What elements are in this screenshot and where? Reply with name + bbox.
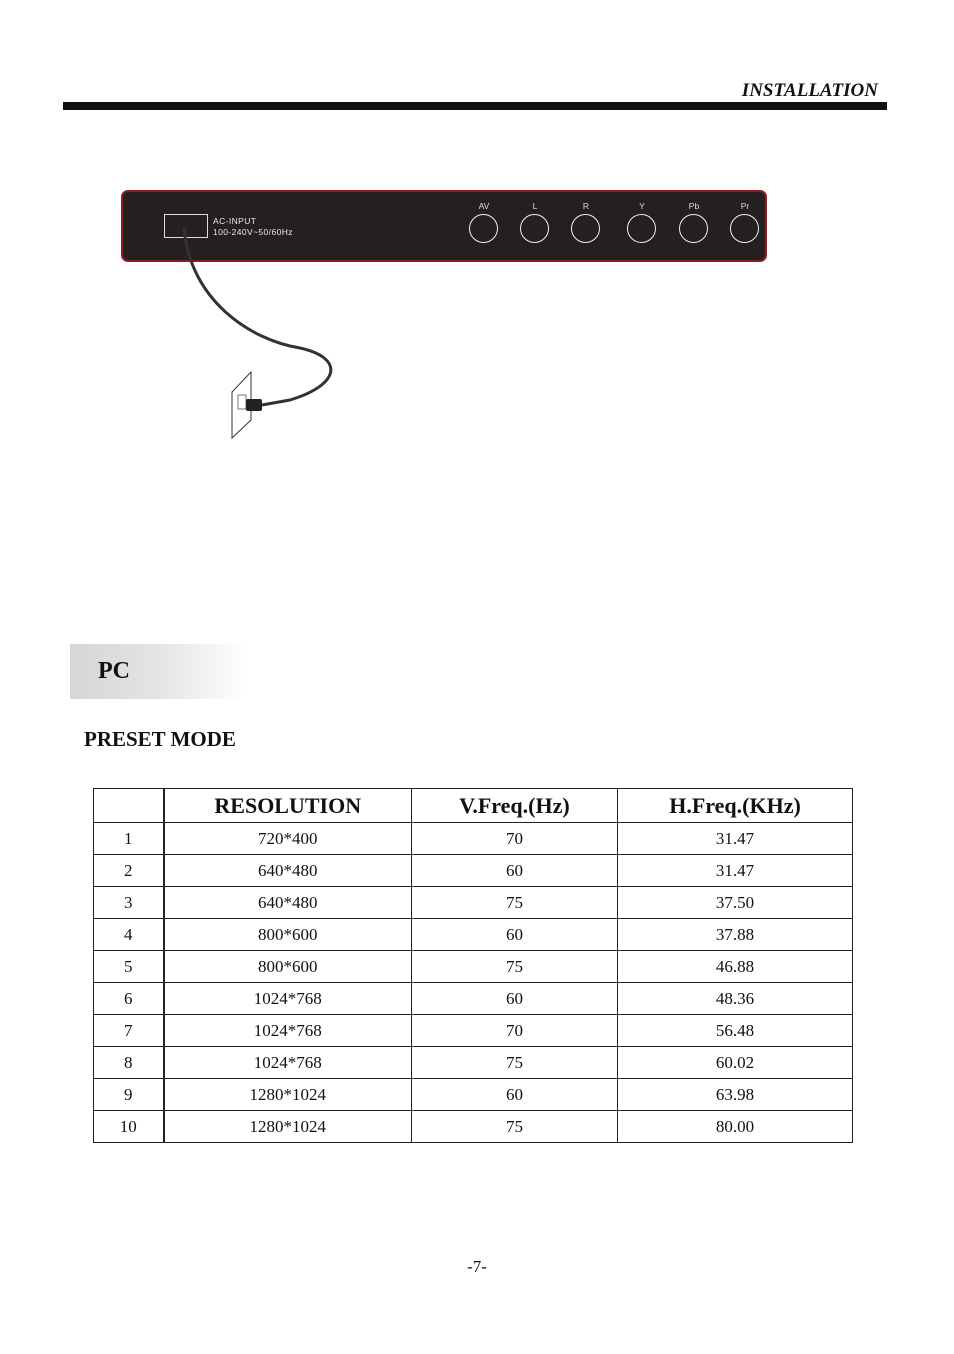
- hfreq-cell: 63.98: [618, 1079, 853, 1111]
- hfreq-cell: 56.48: [618, 1015, 853, 1047]
- vfreq-cell: 60: [412, 983, 618, 1015]
- ac-input-name: AC-INPUT: [213, 216, 257, 226]
- resolution-cell: 1024*768: [164, 1047, 412, 1079]
- pc-section-heading: [70, 644, 245, 699]
- table-row: [94, 1111, 853, 1143]
- page-number: -7-: [467, 1257, 487, 1276]
- vfreq-cell: 60: [412, 919, 618, 951]
- vfreq-cell: 75: [412, 1111, 618, 1143]
- resolution-cell: 800*600: [164, 951, 412, 983]
- port-label-l: L: [532, 201, 538, 211]
- hfreq-cell: 46.88: [618, 951, 853, 983]
- resolution-cell: 640*480: [164, 855, 412, 887]
- port-label-pr: Pr: [740, 201, 750, 211]
- mode-index-cell: 9: [94, 1079, 164, 1111]
- power-cord: [184, 228, 331, 405]
- mode-index-cell: 8: [94, 1047, 164, 1079]
- mode-index-cell: 5: [94, 951, 164, 983]
- vfreq-cell: 75: [412, 1047, 618, 1079]
- section-header-title: INSTALLATION: [741, 80, 878, 101]
- table-row: [94, 983, 853, 1015]
- mode-index-cell: 3: [94, 887, 164, 919]
- hfreq-cell: 48.36: [618, 983, 853, 1015]
- mode-index-cell: 6: [94, 983, 164, 1015]
- preset-mode-title: PRESET MODE: [84, 727, 236, 751]
- vfreq-cell: 70: [412, 823, 618, 855]
- column-header-index: [94, 789, 164, 823]
- table-row: [94, 1079, 853, 1111]
- hfreq-cell: 37.88: [618, 919, 853, 951]
- port-label-y: Y: [639, 201, 645, 211]
- mode-index-cell: 7: [94, 1015, 164, 1047]
- mode-index-cell: 4: [94, 919, 164, 951]
- mode-index-cell: 10: [94, 1111, 164, 1143]
- table-row: [94, 1015, 853, 1047]
- preset-mode-rows: [94, 823, 853, 1143]
- table-header-row: [94, 789, 853, 823]
- hfreq-cell: 60.02: [618, 1047, 853, 1079]
- vfreq-cell: 70: [412, 1015, 618, 1047]
- port-label-r: R: [582, 201, 590, 211]
- table-row: [94, 951, 853, 983]
- resolution-cell: 1024*768: [164, 1015, 412, 1047]
- hfreq-cell: 31.47: [618, 823, 853, 855]
- table-row: [94, 919, 853, 951]
- ac-input-spec: 100-240V~50/60Hz: [213, 227, 293, 237]
- vfreq-cell: 75: [412, 951, 618, 983]
- resolution-cell: 720*400: [164, 823, 412, 855]
- hfreq-cell: 37.50: [618, 887, 853, 919]
- column-header-hfreq: H.Freq.(KHz): [618, 789, 853, 823]
- resolution-cell: 800*600: [164, 919, 412, 951]
- table-row: [94, 855, 853, 887]
- column-header-vfreq: V.Freq.(Hz): [412, 789, 618, 823]
- port-label-pb: Pb: [688, 201, 700, 211]
- resolution-cell: 1280*1024: [164, 1111, 412, 1143]
- column-header-resolution: RESOLUTION: [164, 789, 412, 823]
- hfreq-cell: 80.00: [618, 1111, 853, 1143]
- mode-index-cell: 2: [94, 855, 164, 887]
- vfreq-cell: 60: [412, 855, 618, 887]
- pc-section-label: PC: [98, 658, 130, 684]
- table-row: [94, 823, 853, 855]
- table-row: [94, 887, 853, 919]
- port-label-av: AV: [478, 201, 490, 211]
- resolution-cell: 1280*1024: [164, 1079, 412, 1111]
- power-plug-icon: [246, 399, 262, 411]
- vfreq-cell: 75: [412, 887, 618, 919]
- resolution-cell: 1024*768: [164, 983, 412, 1015]
- preset-mode-table: [93, 788, 853, 1143]
- power-cable-illustration: [0, 0, 954, 460]
- vfreq-cell: 60: [412, 1079, 618, 1111]
- mode-index-cell: 1: [94, 823, 164, 855]
- hfreq-cell: 31.47: [618, 855, 853, 887]
- resolution-cell: 640*480: [164, 887, 412, 919]
- table-row: [94, 1047, 853, 1079]
